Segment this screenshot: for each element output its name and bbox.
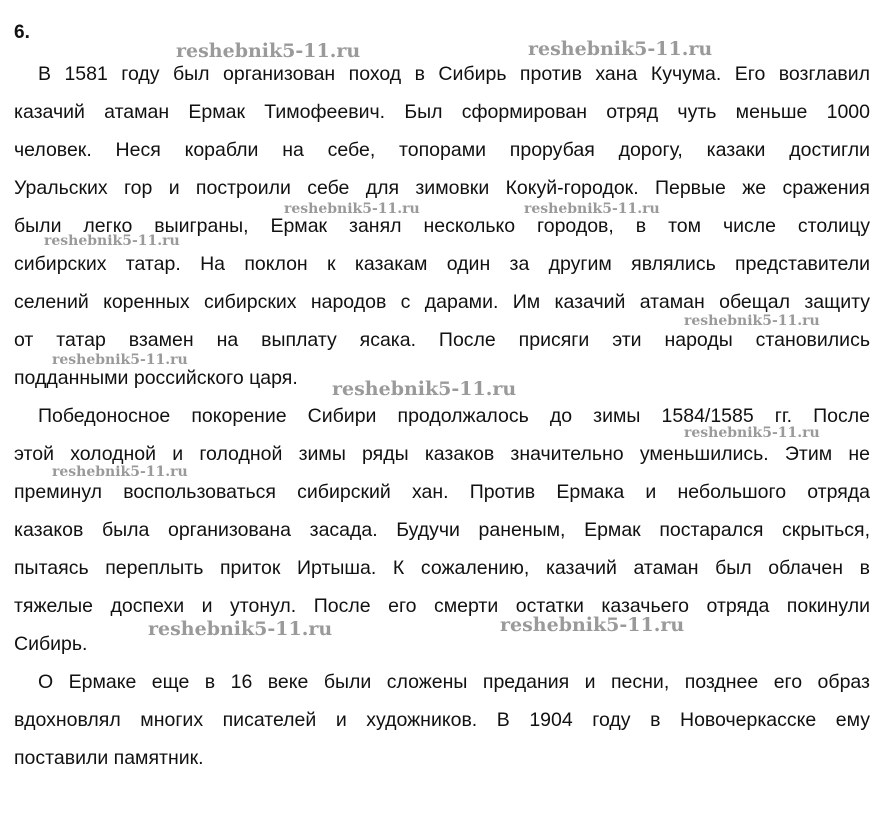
text-line: казаков была организована засада. Будучи раненым, Ермак постарался скрыться, xyxy=(14,519,870,541)
text-line: О Ермаке еще в 16 веке были сложены предания и песни, позднее его образ xyxy=(38,671,870,693)
text-line: были легко выиграны, Ермак занял несколько городов, в том числе столицу xyxy=(14,215,870,237)
watermark: reshebnik5-11.ru xyxy=(44,233,180,249)
watermark: reshebnik5-11.ru xyxy=(500,614,685,636)
text-line: Сибирь. xyxy=(14,633,88,655)
watermark: reshebnik5-11.ru xyxy=(684,313,820,329)
text-line: казачий атаман Ермак Тимофеевич. Был сформирован отряд чуть меньше 1000 xyxy=(14,101,870,123)
text-line: пытаясь переплыть приток Иртыша. К сожалению, казачий атаман был облачен в xyxy=(14,557,870,579)
text-line: В 1581 году был организован поход в Сибирь против хана Кучума. Его возглавил xyxy=(38,63,870,85)
task-number: 6. xyxy=(14,22,30,43)
watermark: reshebnik5-11.ru xyxy=(284,201,420,217)
watermark: reshebnik5-11.ru xyxy=(52,352,188,368)
text-line: вдохновлял многих писателей и художников. В 1904 году в Новочеркасске ему xyxy=(14,709,870,731)
text-line: подданными российского царя. xyxy=(14,367,298,389)
text-line: Уральских гор и построили себе для зимовки Кокуй-городок. Первые же сражения xyxy=(14,177,870,199)
text-line: поставили памятник. xyxy=(14,747,204,769)
text-line: преминул воспользоваться сибирский хан. Против Ермака и небольшого отряда xyxy=(14,481,870,503)
text-line: Победоносное покорение Сибири продолжалось до зимы 1584/1585 гг. После xyxy=(38,405,870,427)
watermark: reshebnik5-11.ru xyxy=(524,201,660,217)
text-line: селений коренных сибирских народов с дарами. Им казачий атаман обещал защиту xyxy=(14,291,870,313)
watermark: reshebnik5-11.ru xyxy=(176,40,361,62)
watermark: reshebnik5-11.ru xyxy=(332,378,517,400)
text-line: этой холодной и голодной зимы ряды казаков значительно уменьшились. Этим не xyxy=(14,443,870,465)
text-line: от татар взамен на выплату ясака. После присяги эти народы становились xyxy=(14,329,870,351)
watermark: reshebnik5-11.ru xyxy=(684,425,820,441)
watermark: reshebnik5-11.ru xyxy=(148,618,333,640)
text-line: человек. Неся корабли на себе, топорами прорубая дорогу, казаки достигли xyxy=(14,139,870,161)
text-line: сибирских татар. На поклон к казакам один за другим являлись представители xyxy=(14,253,870,275)
watermark: reshebnik5-11.ru xyxy=(52,464,188,480)
watermark: reshebnik5-11.ru xyxy=(528,38,713,60)
text-line: тяжелые доспехи и утонул. После его смерти остатки казачьего отряда покинули xyxy=(14,595,870,617)
